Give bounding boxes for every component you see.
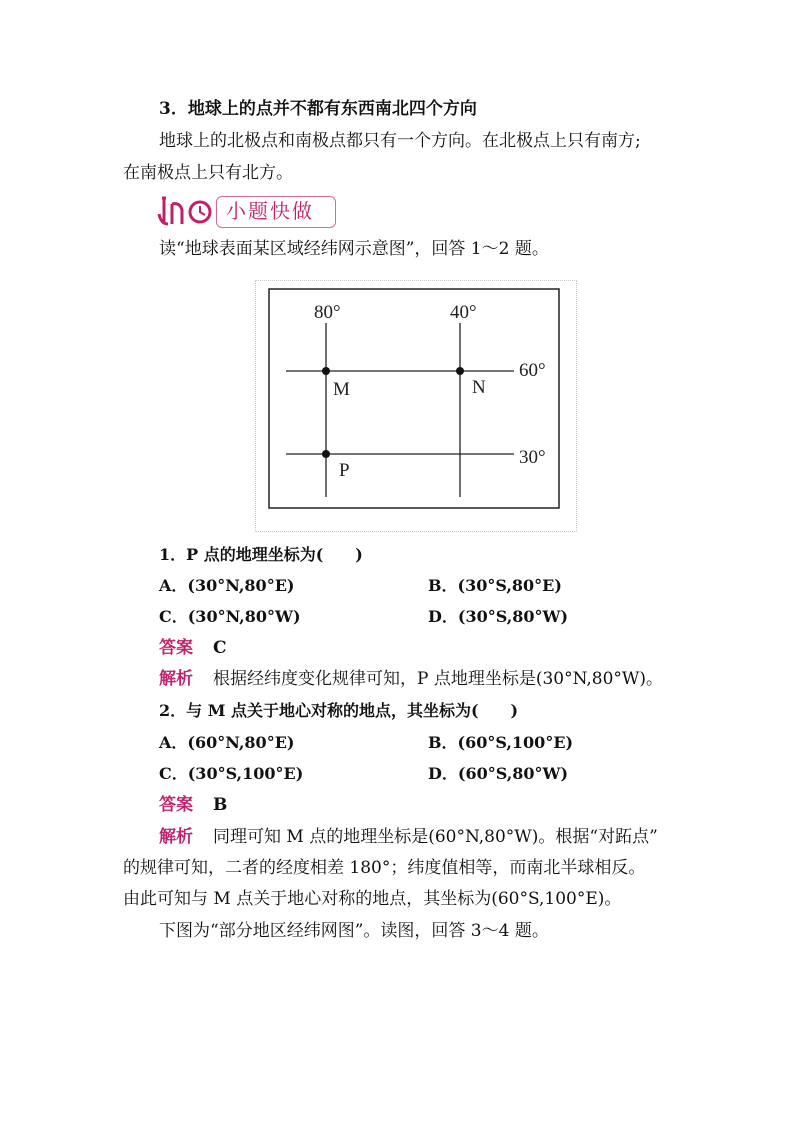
point-m-dot [322,367,330,375]
tag-label: 小题快做 [226,199,314,223]
q1-answer [159,637,227,659]
q2-option-b: B．(60°S,100°E) [428,733,574,752]
lon-label-left: 80° [314,302,341,323]
q1-analysis [159,668,663,690]
graticule-map [255,280,577,532]
answer-value: B [213,795,228,815]
answer-value: C [213,638,227,658]
point-n-label: N [472,377,486,398]
point-n-dot [456,367,464,375]
answer-label: 答案 [159,795,193,815]
point-m-label: M [333,379,350,400]
next-question-intro: 下图为“部分地区经纬网图”。读图，回答 3～4 题。 [159,921,549,941]
analysis-text: 同理可知 M 点的地理坐标是(60°N,80°W)。根据“对跖点” [213,827,658,847]
paragraph-line: 在南极点上只有北方。 [123,163,293,183]
q2-option-a: A．(60°N,80°E) [159,733,295,752]
q2-analysis-line: 的规律可知，二者的经度相差 180°；纬度值相等，而南北半球相反。 [123,858,646,878]
answer-label: 答案 [159,638,193,658]
map-frame [269,289,559,508]
q1-option-b: B．(30°S,80°E) [428,576,562,595]
q2-answer [159,794,227,816]
question-intro: 读“地球表面某区域经纬网示意图”，回答 1～2 题。 [159,239,549,259]
q1-option-a: A．(30°N,80°E) [159,576,295,595]
lon-label-right: 40° [450,302,477,323]
point-p-dot [322,450,330,458]
question-2-stem: 2．与 M 点关于地心对称的地点，其坐标为( ) [159,701,519,720]
quick-practice-icon [156,194,216,230]
lat-label-top: 60° [519,360,546,381]
question-1-stem: 1．P 点的地理坐标为( ) [159,545,363,564]
section-tag [156,194,340,230]
q2-option-c: C．(30°S,100°E) [159,764,304,783]
q2-analysis-line [159,826,658,848]
section-heading: 3．地球上的点并不都有东西南北四个方向 [159,99,477,119]
paragraph-line: 地球上的北极点和南极点都只有一个方向。在北极点上只有南方; [159,131,641,151]
q2-analysis-line: 由此可知与 M 点关于地心对称的地点，其坐标为(60°S,100°E)。 [123,889,622,909]
point-p-label: P [339,460,350,481]
q1-option-c: C．(30°N,80°W) [159,607,301,626]
q2-option-d: D．(60°S,80°W) [428,764,569,783]
analysis-label: 解析 [159,827,193,847]
lat-label-bottom: 30° [519,447,546,468]
q1-option-d: D．(30°S,80°W) [428,607,569,626]
analysis-label: 解析 [159,669,193,689]
analysis-text: 根据经纬度变化规律可知，P 点地理坐标是(30°N,80°W)。 [213,669,664,689]
